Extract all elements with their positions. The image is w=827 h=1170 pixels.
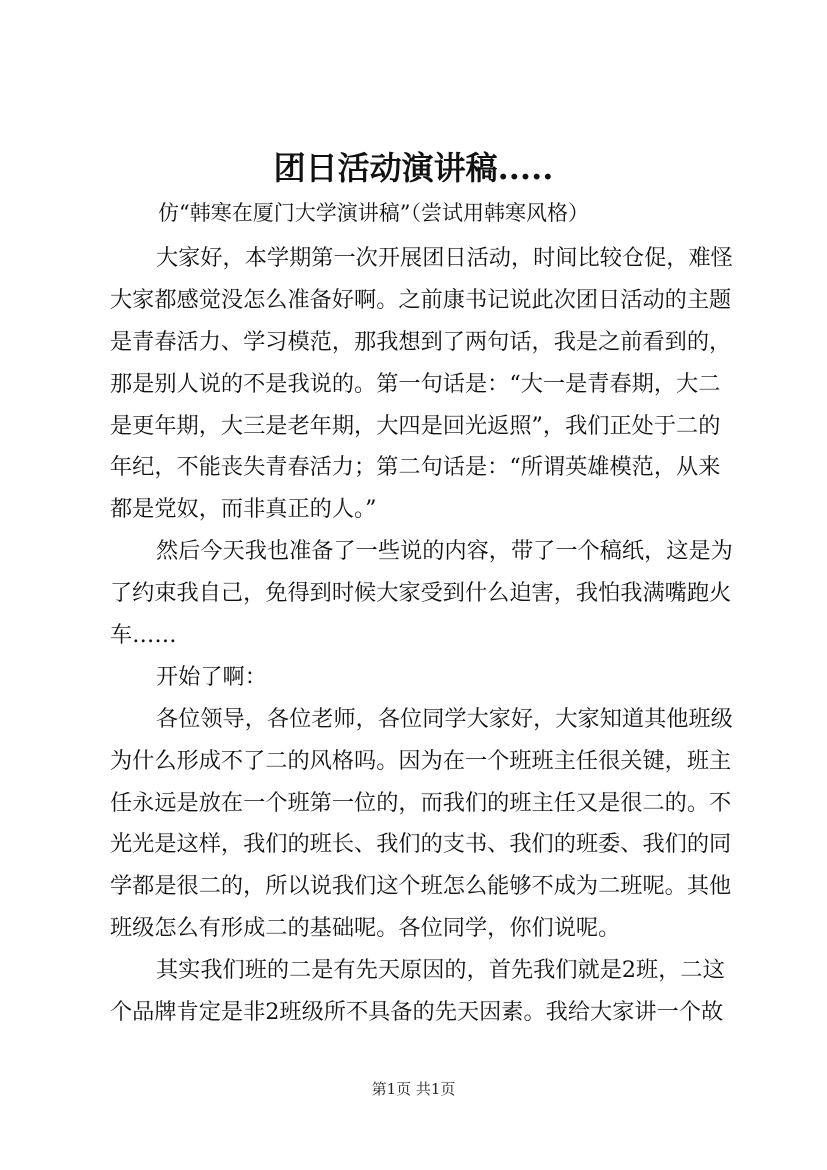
body-line: 开始了啊： bbox=[156, 663, 267, 690]
document-title: 团日活动演讲稿..... bbox=[273, 149, 554, 187]
body-line: 班级怎么有形成二的基础呢。各位同学，你们说呢。 bbox=[110, 915, 621, 942]
body-line: 都是党奴，而非真正的人。” bbox=[110, 496, 377, 523]
body-line: 为什么形成不了二的风格吗。因为在一个班班主任很关键，班主 bbox=[110, 747, 732, 774]
body-line: 其实我们班的二是有先天原因的，首先我们就是2班，二这 bbox=[156, 957, 725, 984]
body-line: 学都是很二的，所以说我们这个班怎么能够不成为二班呢。其他 bbox=[110, 873, 732, 900]
body-line: 光光是这样，我们的班长、我们的支书、我们的班委、我们的同 bbox=[110, 831, 732, 858]
body-line: 了约束我自己，免得到时候大家受到什么迫害，我怕我满嘴跑火 bbox=[110, 580, 732, 607]
body-line: 大家都感觉没怎么准备好啊。之前康书记说此次团日活动的主题 bbox=[110, 286, 732, 313]
body-line: 年纪，不能丧失青春活力；第二句话是：“所谓英雄模范，从来 bbox=[110, 454, 721, 481]
page-number-footer: 第1页 共1页 bbox=[371, 1080, 456, 1098]
body-line: 各位领导，各位老师，各位同学大家好，大家知道其他班级 bbox=[156, 705, 733, 732]
body-line: 任永远是放在一个班第一位的，而我们的班主任又是很二的。不 bbox=[110, 789, 732, 816]
body-line: 那是别人说的不是我说的。第一句话是：“大一是青春期，大二 bbox=[110, 370, 721, 397]
body-line: 是更年期，大三是老年期，大四是回光返照”，我们正处于二的 bbox=[110, 412, 721, 439]
document-subtitle: 仿“韩寒在厦门大学演讲稿”（尝试用韩寒风格） bbox=[158, 201, 589, 225]
body-line: 车…… bbox=[110, 622, 177, 649]
body-line: 个品牌肯定是非2班级所不具备的先天因素。我给大家讲一个故 bbox=[110, 999, 724, 1026]
body-line: 是青春活力、学习模范，那我想到了两句话，我是之前看到的， bbox=[110, 328, 732, 355]
body-line: 大家好，本学期第一次开展团日活动，时间比较仓促，难怪 bbox=[156, 245, 733, 271]
document-body bbox=[110, 238, 733, 1034]
body-line: 然后今天我也准备了一些说的内容，带了一个稿纸，这是为 bbox=[156, 538, 733, 565]
